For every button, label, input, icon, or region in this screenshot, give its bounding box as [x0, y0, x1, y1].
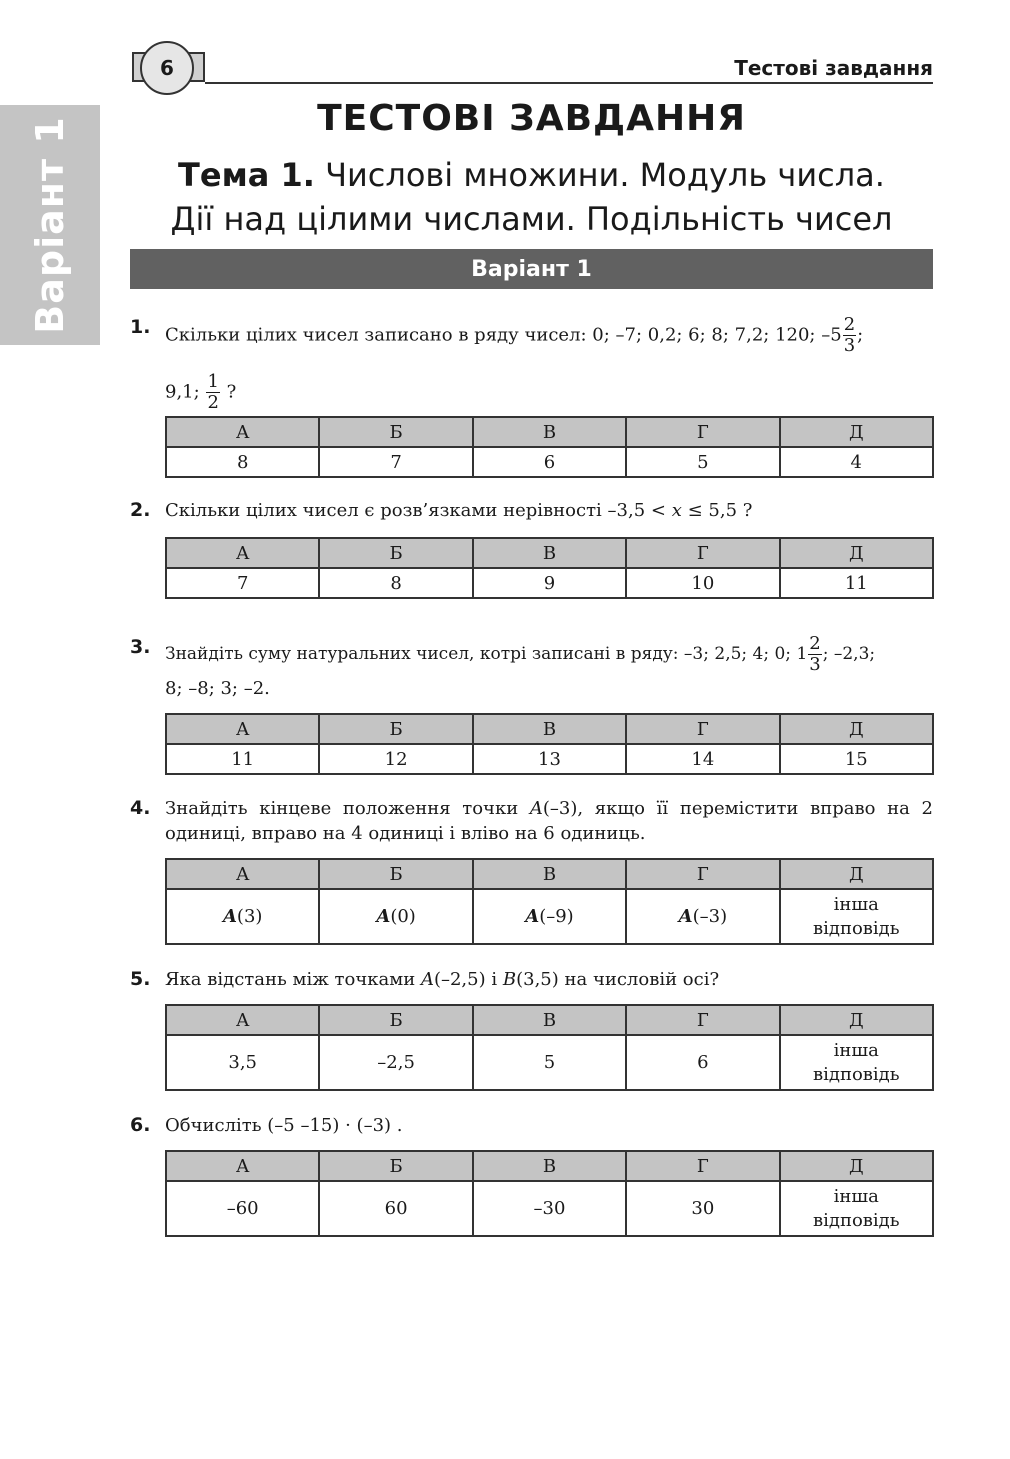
answer-option[interactable]: 8	[319, 568, 472, 598]
answer-option[interactable]: 11	[780, 568, 933, 598]
question-number: 2.	[130, 499, 151, 521]
answer-table	[165, 713, 934, 775]
variant-banner: Варіант 1	[130, 249, 933, 289]
option-header: Б	[319, 859, 472, 889]
question-number: 3.	[130, 636, 151, 658]
option-header: А	[166, 1005, 319, 1035]
answer-option[interactable]: 5	[473, 1035, 626, 1090]
answer-option[interactable]: A(0)	[319, 889, 472, 944]
fraction: $\frac{2}{3}$	[809, 633, 821, 675]
option-header: А	[166, 538, 319, 568]
option-header: Д	[780, 1151, 933, 1181]
question-text: Обчисліть (–5 –15) · (–3) .	[165, 1115, 403, 1136]
option-header: Г	[626, 417, 779, 447]
option-header: Д	[780, 1005, 933, 1035]
question-text: Знайдіть кінцеве положення точки A(–3), якщо її перемістити вправо на 2 одиниці, вправо на 4 одиниці і вліво на 6 одиниць.	[165, 798, 933, 844]
topic-line-1: Числові множини. Модуль числа.	[325, 156, 885, 194]
option-header: А	[166, 714, 319, 744]
answer-option[interactable]: –2,5	[319, 1035, 472, 1090]
answer-option[interactable]: A(–3)	[626, 889, 779, 944]
side-tab-label: Варіант 1	[28, 116, 72, 334]
option-header: В	[473, 859, 626, 889]
answer-table	[165, 1004, 934, 1091]
option-header: А	[166, 859, 319, 889]
option-header: В	[473, 714, 626, 744]
question-text: Скільки цілих чисел є розв’язками нерівності –3,5 < x ≤ 5,5 ?	[165, 500, 753, 521]
page-title: ТЕСТОВІ ЗАВДАННЯ	[317, 98, 746, 139]
option-header: Г	[626, 1151, 779, 1181]
option-header: Д	[780, 859, 933, 889]
topic-label: Тема 1.	[178, 156, 315, 194]
option-header: Д	[780, 538, 933, 568]
header-rule	[205, 82, 933, 84]
option-header: Б	[319, 1151, 472, 1181]
answer-option[interactable]: 30	[626, 1181, 779, 1236]
question-text-continued: 8; –8; 3; –2.	[165, 678, 270, 699]
running-title: Тестові завдання	[734, 56, 933, 80]
fraction: $\frac{1}{2}$	[207, 371, 219, 413]
answer-table	[165, 537, 934, 599]
option-header: Д	[780, 714, 933, 744]
answer-option[interactable]: 15	[780, 744, 933, 774]
answer-option[interactable]: 3,5	[166, 1035, 319, 1090]
option-header: Г	[626, 538, 779, 568]
answer-option[interactable]: інша відповідь	[780, 1035, 933, 1090]
option-header: Б	[319, 1005, 472, 1035]
option-header: Б	[319, 417, 472, 447]
question-text: Скільки цілих чисел записано в ряду чисел: 0; –7; 0,2; 6; 8; 7,2; 120; –5 $\frac{2}{3}$ ;	[165, 314, 864, 356]
option-header: А	[166, 417, 319, 447]
option-header: А	[166, 1151, 319, 1181]
page-number: 6	[140, 41, 194, 95]
answer-option[interactable]: A(–9)	[473, 889, 626, 944]
answer-option[interactable]: A(3)	[166, 889, 319, 944]
option-header: В	[473, 1005, 626, 1035]
option-header: В	[473, 538, 626, 568]
topic-heading	[130, 153, 933, 241]
answer-option[interactable]: 10	[626, 568, 779, 598]
topic-line-2: Дії над цілими числами. Подільність чисел	[170, 200, 893, 238]
answer-option[interactable]: 9	[473, 568, 626, 598]
option-header: Б	[319, 714, 472, 744]
answer-option[interactable]: 13	[473, 744, 626, 774]
question-text-continued: 9,1; $\frac{1}{2}$ ?	[165, 371, 237, 413]
question-number: 4.	[130, 797, 151, 819]
answer-option[interactable]: 14	[626, 744, 779, 774]
question-number: 1.	[130, 316, 151, 338]
answer-option[interactable]: інша відповідь	[780, 889, 933, 944]
answer-option[interactable]: 6	[626, 1035, 779, 1090]
option-header: В	[473, 1151, 626, 1181]
answer-table	[165, 416, 934, 478]
answer-table	[165, 1150, 934, 1237]
option-header: Г	[626, 859, 779, 889]
answer-option[interactable]: 12	[319, 744, 472, 774]
question-number: 6.	[130, 1114, 151, 1136]
option-header: Д	[780, 417, 933, 447]
option-header: Б	[319, 538, 472, 568]
question-number: 5.	[130, 968, 151, 990]
fraction: $\frac{2}{3}$	[843, 314, 856, 356]
answer-option[interactable]: інша відповідь	[780, 1181, 933, 1236]
answer-option[interactable]: 60	[319, 1181, 472, 1236]
answer-option[interactable]: 4	[780, 447, 933, 477]
answer-option[interactable]: 7	[319, 447, 472, 477]
answer-option[interactable]: 6	[473, 447, 626, 477]
option-header: Г	[626, 1005, 779, 1035]
answer-option[interactable]: 7	[166, 568, 319, 598]
option-header: Г	[626, 714, 779, 744]
option-header: В	[473, 417, 626, 447]
question-text: Знайдіть суму натуральних чисел, котрі записані в ряду: –3; 2,5; 4; 0; 1 $\frac{2}{3}$ ; –2,3;	[165, 633, 876, 675]
answer-option[interactable]: –30	[473, 1181, 626, 1236]
answer-option[interactable]: 8	[166, 447, 319, 477]
answer-option[interactable]: –60	[166, 1181, 319, 1236]
answer-table	[165, 858, 934, 945]
question-text: Яка відстань між точками A(–2,5) і B(3,5) на числовій осі?	[165, 969, 720, 990]
answer-option[interactable]: 5	[626, 447, 779, 477]
answer-option[interactable]: 11	[166, 744, 319, 774]
